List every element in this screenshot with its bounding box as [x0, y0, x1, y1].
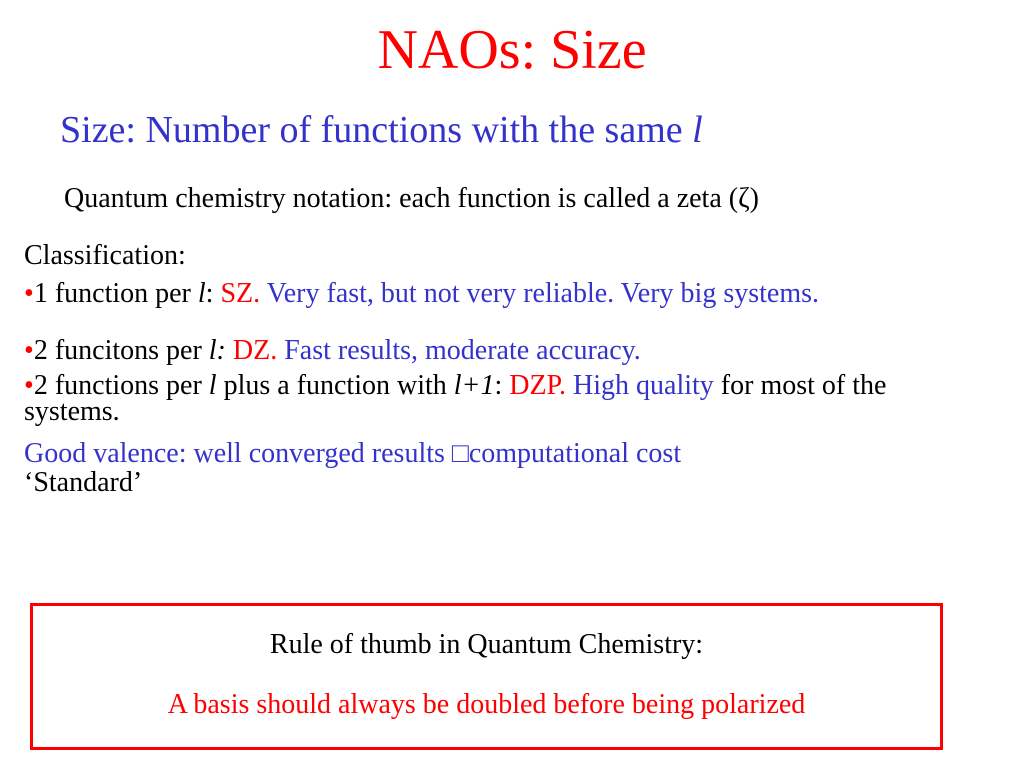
basis-code-dzp: DZP.: [509, 370, 567, 401]
rule-text: A basis should always be doubled before being polarized: [167, 689, 806, 720]
notation-text: Quantum chemistry notation: each function is called a zeta (ζ): [64, 183, 760, 214]
bullet-description: Very fast, but not very reliable. Very big systems.: [266, 278, 819, 309]
bullet-prefix: 2 functions per: [33, 370, 209, 401]
bullet-dz: [24, 335, 954, 366]
rule-of-thumb-box: [30, 603, 943, 750]
bullet-dot: •: [24, 278, 34, 309]
bullet-sz: [24, 278, 954, 309]
bullet-variable: l: [208, 370, 217, 401]
rule-heading: Rule of thumb in Quantum Chemistry:: [269, 629, 704, 660]
good-valence-text: Good valence: well converged results □computational cost: [24, 438, 682, 469]
standard-text: ‘Standard’: [24, 467, 143, 498]
bullet-middle: plus a function with: [216, 370, 454, 401]
bullet-dot: •: [24, 335, 34, 366]
basis-code-dz: DZ.: [232, 335, 278, 366]
bullet-variable-2: l+1: [453, 370, 495, 401]
bullet-prefix: 2 funcitons per: [33, 335, 209, 366]
bullet-prefix: 1 function per: [33, 278, 198, 309]
subtitle-variable: l: [692, 109, 703, 151]
bullet-description: Fast results, moderate accuracy.: [284, 335, 641, 366]
bullet-dot: •: [24, 370, 34, 401]
bullet-description: High quality: [573, 370, 714, 401]
bullet-colon: :: [205, 278, 221, 309]
classification-label: Classification:: [24, 240, 186, 271]
bullet-variable: l:: [208, 335, 226, 366]
bullet-variable: l: [197, 278, 206, 309]
subtitle: [60, 108, 703, 152]
bullet-dzp: [24, 370, 954, 427]
subtitle-text: Size: Number of functions with the same: [60, 109, 693, 151]
bullet-tail: for most of the systems.: [24, 370, 887, 427]
basis-code-sz: SZ.: [220, 278, 261, 309]
slide-title: NAOs: Size: [377, 19, 647, 81]
bullet-colon: :: [494, 370, 510, 401]
